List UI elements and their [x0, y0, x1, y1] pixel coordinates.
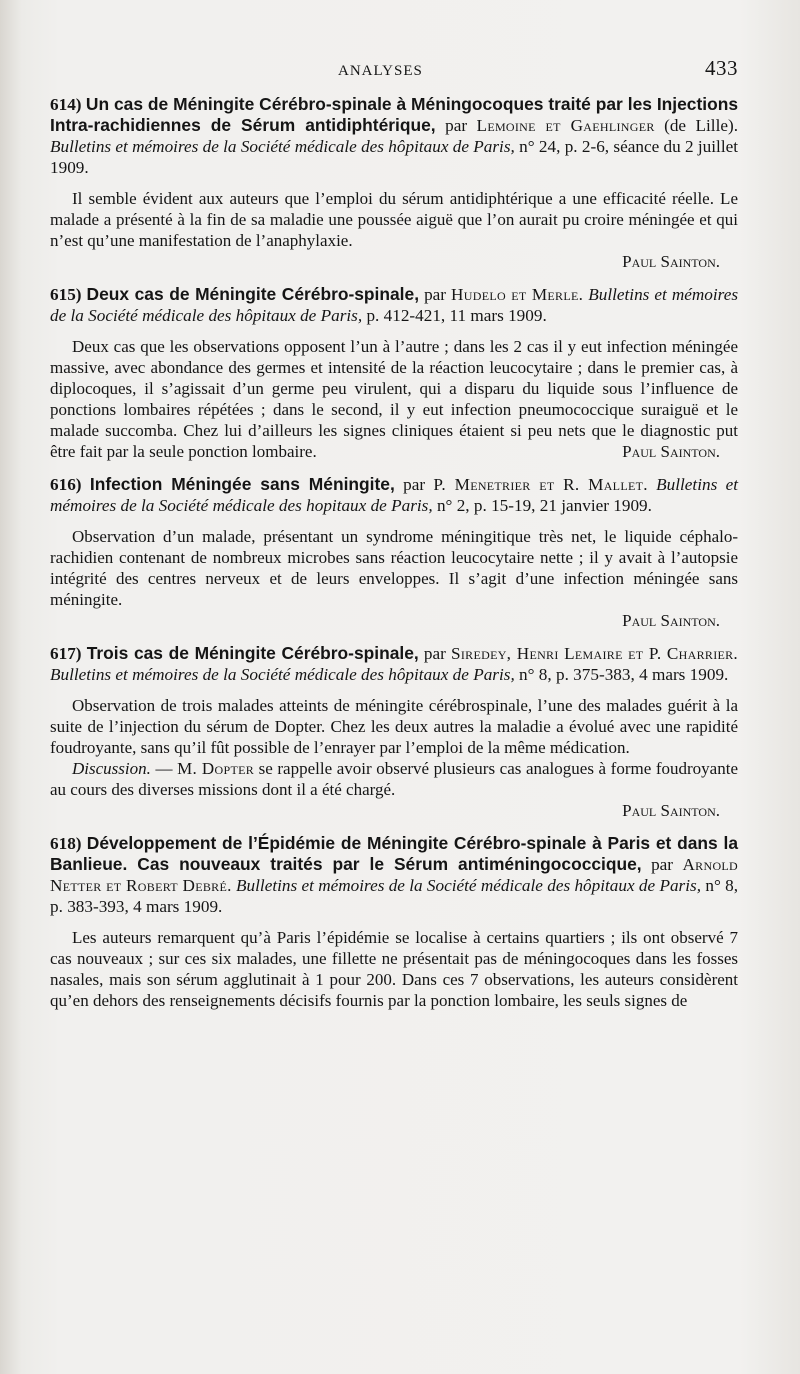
entry-reference: n° 2, p. 15-19, 21 janvier 1909. — [436, 496, 652, 515]
entry-title: Deux cas de Méningite Cérébro-spinale, — [86, 284, 420, 304]
entry-authors: Hudelo et Merle. — [451, 285, 584, 304]
entry-reference: n° 8, p. 375-383, 4 mars 1909. — [519, 665, 729, 684]
abstract-618 — [50, 833, 738, 1011]
entry-body: Deux cas que les observations opposent l’un à l’autre ; dans les 2 cas il y eut infection méningée massive, avec abondance des germes et intensité de la réaction leucocytaire ; dans le premier cas, à diplocoques, il s’agissait d’un germe peu virulent, qui a disparu du liquide sous l’influence de ponctions lombaires répétées ; dans le second, il y eut infection pneumococcique suraiguë et le malade succomba. Chez lui d’ailleurs les signes cliniques étaient si peu nets que le diagnostic put être fait par la seule ponction lombaire. — [50, 337, 738, 461]
discussion-text: se rappelle avoir observé plusieurs cas analogues à forme foudroyante au cours des diverses missions dont il a été chargé. — [50, 759, 738, 799]
entry-reference: n° 24, p. 2-6, séance du 2 juillet 1909. — [50, 137, 739, 177]
entry-number: 617) — [50, 644, 82, 663]
entry-authors: Arnold Netter et Robert Debré. — [50, 855, 739, 895]
entry-signature: Paul Sainton. — [622, 442, 720, 461]
entry-signature: Paul Sainton. — [622, 611, 720, 630]
entry-journal: Bulletins et mémoires de la Société médicale des hôpitaux de Paris, — [50, 665, 515, 684]
discussion-author: M. Dopter — [177, 759, 255, 778]
entry-body: Il semble évident aux auteurs que l’emploi du sérum antidiphtérique a une efficacité réelle. Le malade a présenté à la fin de sa maladie une poussée aiguë que l’on aurait pu croire méningée et qui n’est qu’une manifestation de l’anaphylaxie. — [50, 189, 738, 250]
entry-par: par — [651, 855, 674, 874]
entry-signature: Paul Sainton. — [622, 252, 720, 271]
entry-authors: Lemoine et Gaehlinger — [476, 116, 655, 135]
entry-heading — [50, 643, 738, 685]
entry-authors: Siredey, Henri Lemaire et P. Charrier. — [451, 644, 739, 663]
abstract-614 — [50, 94, 738, 272]
abstract-616 — [50, 474, 738, 631]
running-head — [338, 56, 738, 82]
page-number: 433 — [705, 56, 738, 80]
running-head-title: ANALYSES — [338, 63, 423, 79]
entry-journal: Bulletins et mémoires de la Société médicale des hôpitaux de Paris, — [236, 876, 702, 895]
entry-body: Observation d’un malade, présentant un syndrome méningitique très net, le liquide céphalo-rachidien contenant de nombreux microbes sans réaction leucocytaire nette ; il y avait à l’autopsie intégrité des centres nerveux et de leurs enveloppes. Il s’agit d’une infection méningée sans méningite. — [50, 527, 738, 609]
entry-heading — [50, 94, 738, 178]
entry-journal: Bulletins et mémoires de la Société médicale des hopitaux de Paris, — [50, 475, 739, 515]
entry-par: par — [403, 475, 426, 494]
entry-journal: Bulletins et mémoires de la Société médicale des hôpitaux de Paris, — [50, 285, 739, 325]
entry-number: 615) — [50, 285, 82, 304]
entry-par: par — [424, 285, 447, 304]
entry-reference: p. 412-421, 11 mars 1909. — [366, 306, 547, 325]
entry-title: Un cas de Méningite Cérébro-spinale à Méningocoques traité par les Injections Intra-rachidiennes de Sérum antidiphtérique, — [50, 94, 738, 135]
entry-reference: n° 8, p. 383-393, 4 mars 1909. — [50, 876, 739, 916]
entry-journal: Bulletins et mémoires de la Société médicale des hôpitaux de Paris, — [50, 137, 515, 156]
entry-heading — [50, 284, 738, 326]
abstract-615 — [50, 284, 738, 462]
entry-title: Trois cas de Méningite Cérébro-spinale, — [86, 643, 419, 663]
entry-authors: P. Menetrier et R. Mallet. — [433, 475, 648, 494]
entry-signature: Paul Sainton. — [622, 801, 720, 820]
entry-heading — [50, 833, 738, 917]
entry-body: Les auteurs remarquent qu’à Paris l’épidémie se localise à certains quartiers ; ils ont observé 7 cas nouveaux ; sur ces six malades, une fillette ne présentait pas de méningocoques dans les fosses nasales, mais son sérum agglutinait à 1 pour 200. Dans ces 7 observations, les auteurs considèrent qu’en dehors des renseignements décisifs fournis par la ponction lombaire, les seuls signes de — [50, 928, 738, 1010]
entry-discussion: Discussion. — M. Dopter se rappelle avoir observé plusieurs cas analogues à forme foudroyante au cours des diverses missions dont il a été chargé. — [50, 759, 738, 799]
entry-body: Observation de trois malades atteints de méningite cérébrospinale, l’une des malades guérit à la suite de l’injection du sérum de Dopter. Chez les deux autres la maladie a évolué avec une rapidité foudroyante, sans qu’il fût possible de l’enrayer par l’emploi de la même médication. — [50, 696, 738, 757]
entry-number: 618) — [50, 834, 82, 853]
entry-par: par — [423, 644, 446, 663]
entry-par: par — [445, 116, 468, 135]
entry-title: Développement de l’Épidémie de Méningite Cérébro-spinale à Paris et dans la Banlieue. Cas nouveaux traités par le Sérum antiméningococcique, — [50, 833, 738, 874]
entry-title: Infection Méningée sans Méningite, — [89, 474, 395, 494]
abstract-617 — [50, 643, 738, 821]
discussion-label: Discussion. — [72, 759, 151, 778]
entry-number: 616) — [50, 475, 82, 494]
entry-authors-note: (de Lille). — [664, 116, 738, 135]
entry-heading — [50, 474, 738, 516]
entry-body-wrap — [50, 336, 738, 462]
entry-number: 614) — [50, 95, 82, 114]
